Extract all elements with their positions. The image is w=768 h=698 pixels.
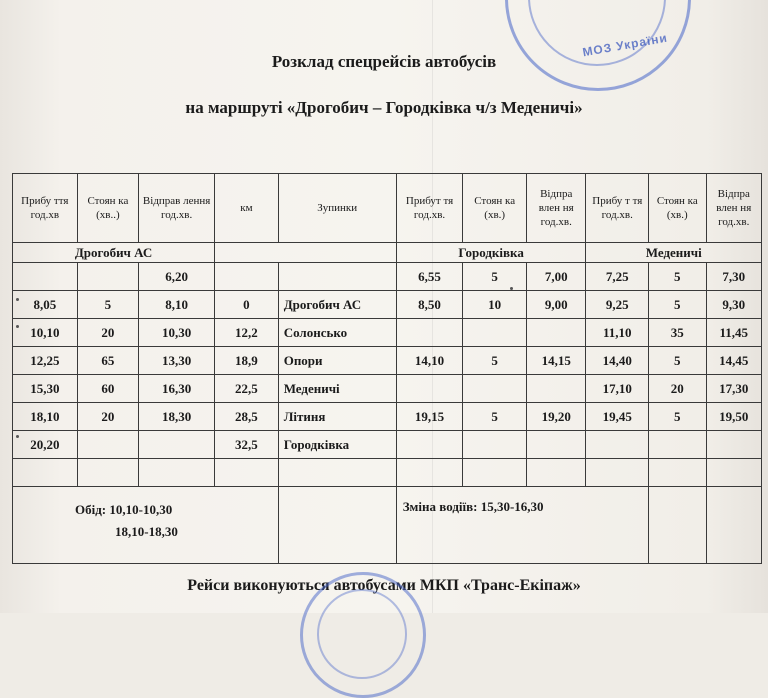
cell-arrival: 10,10 (13, 319, 78, 347)
cell-departure-2: 7,00 (526, 263, 586, 291)
cell-arrival-3: 11,10 (586, 319, 649, 347)
cell-departure (139, 431, 215, 459)
cell-arrival-2: 6,55 (396, 263, 463, 291)
lunch-line-1: Обід: 10,10-10,30 (75, 502, 173, 517)
cell-arrival-2 (396, 375, 463, 403)
cell-departure-2 (526, 319, 586, 347)
header-stop-min: Стоян ка (хв..) (77, 174, 139, 243)
table-row (13, 403, 762, 431)
cell-arrival: 18,10 (13, 403, 78, 431)
cell-departure-3: 17,30 (706, 375, 761, 403)
header-stop-min-2: Стоян ка (хв.) (463, 174, 527, 243)
cell-arrival: 15,30 (13, 375, 78, 403)
table-row (13, 375, 762, 403)
cell-arrival-2: 8,50 (396, 291, 463, 319)
header-row (13, 174, 762, 243)
cell-departure-3: 11,45 (706, 319, 761, 347)
cell-departure-2: 9,00 (526, 291, 586, 319)
cell-arrival-2: 19,15 (396, 403, 463, 431)
page-title: Розклад спецрейсів автобусів (271, 52, 497, 71)
cell-departure-2: 14,15 (526, 347, 586, 375)
header-departure-2: Відпра влен ня год.хв. (526, 174, 586, 243)
header-departure-3: Відпра влен ня год.хв. (706, 174, 761, 243)
cell-stop-min: 65 (77, 347, 139, 375)
cell-stop-min-2 (463, 459, 527, 487)
cell-stop: Опори (278, 347, 396, 375)
cell-departure (139, 459, 215, 487)
cell-stop-min: 5 (77, 291, 139, 319)
cell-stop-min-2: 10 (463, 291, 527, 319)
header-stop-min-3: Стоян ка (хв.) (649, 174, 706, 243)
cell-stop-min-2: 5 (463, 403, 527, 431)
scan-speck (16, 435, 19, 438)
header-km: км (215, 174, 279, 243)
notes-empty-cell-3 (706, 487, 761, 564)
table-row (13, 459, 762, 487)
table-row (13, 263, 762, 291)
cell-stop-min-3: 20 (649, 375, 706, 403)
driver-change-note: Зміна водіїв: 15,30-16,30 (396, 487, 648, 564)
notes-row (13, 487, 762, 564)
cell-arrival-2 (396, 459, 463, 487)
cell-departure: 18,30 (139, 403, 215, 431)
cell-stop: Літиня (278, 403, 396, 431)
cell-departure: 10,30 (139, 319, 215, 347)
cell-stop-min-2 (463, 319, 527, 347)
cell-stop (278, 459, 396, 487)
cell-km: 32,5 (215, 431, 279, 459)
cell-stop-min: 20 (77, 403, 139, 431)
cell-km: 28,5 (215, 403, 279, 431)
cell-departure: 6,20 (139, 263, 215, 291)
cell-arrival (13, 459, 78, 487)
table-row (13, 347, 762, 375)
scan-speck (510, 287, 513, 290)
header-stops: Зупинки (278, 174, 396, 243)
cell-departure-2: 19,20 (526, 403, 586, 431)
cell-km: 22,5 (215, 375, 279, 403)
cell-departure-2 (526, 431, 586, 459)
header-arrival-2: Прибут тя год.хв. (396, 174, 463, 243)
group-empty (215, 243, 397, 263)
notes-empty-cell-2 (649, 487, 706, 564)
cell-km: 12,2 (215, 319, 279, 347)
stamp-bottom-inner-ring (317, 589, 407, 679)
group-horodkivka: Городківка (396, 243, 586, 263)
cell-stop-min-2: 5 (463, 347, 527, 375)
table-row (13, 319, 762, 347)
cell-departure: 13,30 (139, 347, 215, 375)
cell-stop-min (77, 431, 139, 459)
stamp-bottom (300, 572, 426, 698)
cell-arrival-2: 14,10 (396, 347, 463, 375)
cell-km (215, 263, 279, 291)
cell-stop: Городківка (278, 431, 396, 459)
cell-arrival-3 (586, 459, 649, 487)
group-row (13, 243, 762, 263)
group-medenychi: Меденичі (586, 243, 762, 263)
footer-note: Рейси виконуються автобусами МКП «Транс-Екіпаж» (187, 577, 581, 594)
cell-arrival-3: 17,10 (586, 375, 649, 403)
table-row (13, 291, 762, 319)
cell-departure-2 (526, 375, 586, 403)
cell-arrival-2 (396, 431, 463, 459)
cell-stop-min (77, 459, 139, 487)
cell-stop (278, 263, 396, 291)
header-arrival: Прибу ття год.хв (13, 174, 78, 243)
cell-arrival: 20,20 (13, 431, 78, 459)
cell-stop-min: 20 (77, 319, 139, 347)
cell-stop-min-3: 5 (649, 263, 706, 291)
cell-departure-3 (706, 431, 761, 459)
cell-stop-min-2: 5 (463, 263, 527, 291)
cell-departure-3: 9,30 (706, 291, 761, 319)
cell-stop-min-3: 5 (649, 291, 706, 319)
stamp-top-text: МОЗ України (581, 30, 669, 60)
notes-empty-cell (278, 487, 396, 564)
cell-arrival: 12,25 (13, 347, 78, 375)
cell-arrival-2 (396, 319, 463, 347)
cell-departure-2 (526, 459, 586, 487)
cell-departure: 16,30 (139, 375, 215, 403)
cell-stop: Дрогобич АС (278, 291, 396, 319)
cell-stop-min-2 (463, 375, 527, 403)
header-arrival-3: Прибу т тя год.хв. (586, 174, 649, 243)
group-drohobych: Дрогобич АС (13, 243, 215, 263)
cell-stop-min-2 (463, 431, 527, 459)
cell-arrival-3 (586, 431, 649, 459)
cell-arrival-3: 9,25 (586, 291, 649, 319)
cell-km: 18,9 (215, 347, 279, 375)
cell-departure: 8,10 (139, 291, 215, 319)
table-row (13, 431, 762, 459)
cell-arrival-3: 7,25 (586, 263, 649, 291)
cell-stop: Меденичі (278, 375, 396, 403)
page-subtitle: на маршруті «Дрогобич – Городківка ч/з Меденичі» (185, 98, 583, 117)
cell-stop: Солонсько (278, 319, 396, 347)
lunch-line-2: 18,10-18,30 (115, 524, 178, 539)
cell-arrival (13, 263, 78, 291)
lunch-note (13, 487, 279, 564)
cell-km: 0 (215, 291, 279, 319)
cell-arrival-3: 19,45 (586, 403, 649, 431)
cell-stop-min-3: 35 (649, 319, 706, 347)
cell-stop-min-3 (649, 459, 706, 487)
cell-stop-min (77, 263, 139, 291)
cell-stop-min-3: 5 (649, 347, 706, 375)
schedule-table (12, 173, 762, 564)
cell-departure-3: 14,45 (706, 347, 761, 375)
cell-arrival: 8,05 (13, 291, 78, 319)
cell-departure-3: 19,50 (706, 403, 761, 431)
cell-stop-min-3: 5 (649, 403, 706, 431)
cell-stop-min: 60 (77, 375, 139, 403)
cell-arrival-3: 14,40 (586, 347, 649, 375)
scan-speck (16, 325, 19, 328)
scan-speck (16, 298, 19, 301)
header-departure: Відправ лення год.хв. (139, 174, 215, 243)
cell-departure-3 (706, 459, 761, 487)
cell-departure-3: 7,30 (706, 263, 761, 291)
cell-stop-min-3 (649, 431, 706, 459)
cell-km (215, 459, 279, 487)
